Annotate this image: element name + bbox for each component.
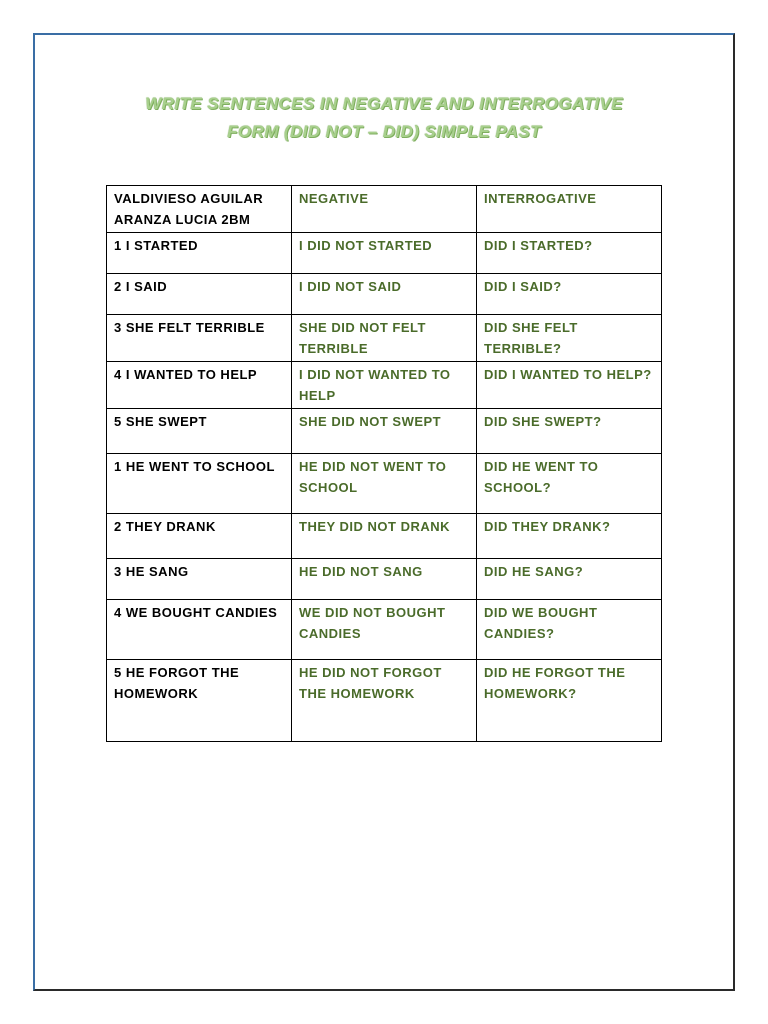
negative-cell: SHE DID NOT SWEPT bbox=[292, 409, 477, 454]
table-header-row bbox=[107, 186, 662, 233]
interrogative-cell: DID I WANTED TO HELP? bbox=[477, 362, 662, 409]
interrogative-cell: DID HE SANG? bbox=[477, 559, 662, 600]
interrogative-cell: DID HE WENT TO SCHOOL? bbox=[477, 454, 662, 514]
sentence-cell: 3 SHE FELT TERRIBLE bbox=[107, 315, 292, 362]
sentence-cell: 4 WE BOUGHT CANDIES bbox=[107, 600, 292, 660]
negative-cell: HE DID NOT WENT TO SCHOOL bbox=[292, 454, 477, 514]
interrogative-header-cell: INTERROGATIVE bbox=[477, 186, 662, 233]
negative-cell: I DID NOT SAID bbox=[292, 274, 477, 315]
title-line-2: FORM (DID NOT – DID) SIMPLE PAST bbox=[227, 122, 541, 141]
table-row bbox=[107, 600, 662, 660]
table-row bbox=[107, 409, 662, 454]
interrogative-cell: DID THEY DRANK? bbox=[477, 514, 662, 559]
page-title bbox=[60, 90, 708, 146]
interrogative-cell: DID WE BOUGHT CANDIES? bbox=[477, 600, 662, 660]
negative-header-cell: NEGATIVE bbox=[292, 186, 477, 233]
table-row bbox=[107, 315, 662, 362]
sentence-cell: 1 I STARTED bbox=[107, 233, 292, 274]
exercise-table bbox=[106, 185, 662, 742]
sentence-cell: 3 HE SANG bbox=[107, 559, 292, 600]
negative-cell: I DID NOT STARTED bbox=[292, 233, 477, 274]
negative-cell: I DID NOT WANTED TO HELP bbox=[292, 362, 477, 409]
sentence-cell: 2 THEY DRANK bbox=[107, 514, 292, 559]
table-row bbox=[107, 514, 662, 559]
student-name-cell: VALDIVIESO AGUILAR ARANZA LUCIA 2BM bbox=[107, 186, 292, 233]
interrogative-cell: DID I SAID? bbox=[477, 274, 662, 315]
interrogative-cell: DID SHE SWEPT? bbox=[477, 409, 662, 454]
negative-cell: THEY DID NOT DRANK bbox=[292, 514, 477, 559]
table-row bbox=[107, 454, 662, 514]
negative-cell: HE DID NOT FORGOT THE HOMEWORK bbox=[292, 660, 477, 742]
negative-cell: WE DID NOT BOUGHT CANDIES bbox=[292, 600, 477, 660]
table-row bbox=[107, 233, 662, 274]
sentence-cell: 2 I SAID bbox=[107, 274, 292, 315]
table-row bbox=[107, 362, 662, 409]
sentence-cell: 4 I WANTED TO HELP bbox=[107, 362, 292, 409]
title-line-1: WRITE SENTENCES IN NEGATIVE AND INTERROGATIVE bbox=[145, 94, 623, 113]
interrogative-cell: DID I STARTED? bbox=[477, 233, 662, 274]
negative-cell: HE DID NOT SANG bbox=[292, 559, 477, 600]
table-row bbox=[107, 559, 662, 600]
sentence-cell: 5 SHE SWEPT bbox=[107, 409, 292, 454]
table-row bbox=[107, 660, 662, 742]
sentence-cell: 1 HE WENT TO SCHOOL bbox=[107, 454, 292, 514]
interrogative-cell: DID SHE FELT TERRIBLE? bbox=[477, 315, 662, 362]
table-row bbox=[107, 274, 662, 315]
negative-cell: SHE DID NOT FELT TERRIBLE bbox=[292, 315, 477, 362]
interrogative-cell: DID HE FORGOT THE HOMEWORK? bbox=[477, 660, 662, 742]
sentence-cell: 5 HE FORGOT THE HOMEWORK bbox=[107, 660, 292, 742]
